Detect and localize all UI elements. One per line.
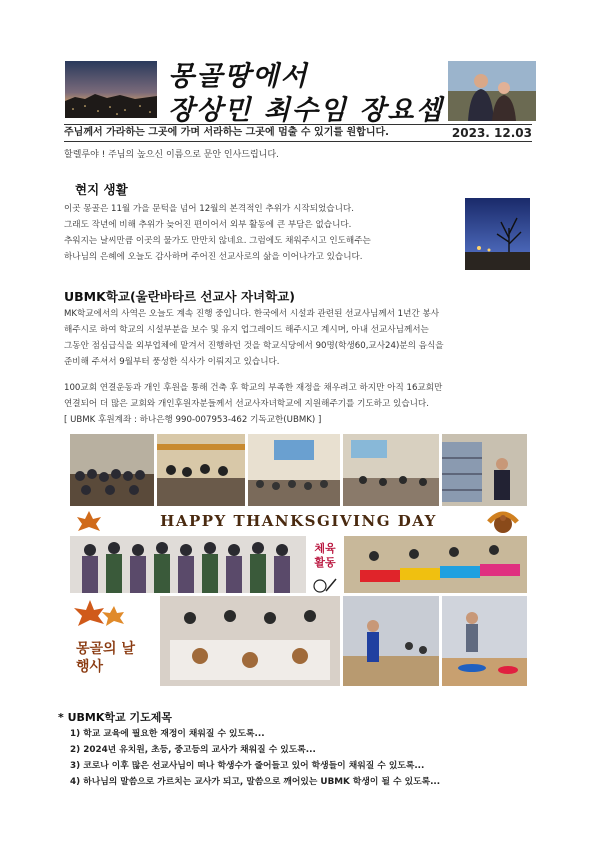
maple-leaves-icon xyxy=(70,596,130,636)
winter-street-photo xyxy=(465,198,530,270)
text-line: MK학교에서의 사역은 오늘도 계속 진행 중입니다. 한국에서 시설과 관련된 선교사님께서 1년간 봉사 xyxy=(64,309,440,319)
hall-photo xyxy=(248,434,340,506)
motto-bar xyxy=(64,124,532,142)
banner-text: HAPPY THANKSGIVING DAY xyxy=(160,512,437,530)
sports-equipment-icon xyxy=(312,577,338,593)
text-line: 하나님의 은혜에 오늘도 감사하며 주어진 선교사로의 삶을 이어나가고 있습니다. xyxy=(64,252,363,262)
text-line: 그동안 점심급식을 외부업체에 맡겨서 진행하던 것을 학교식당에서 90명(학생60,교사24)분의 음식을 xyxy=(64,341,444,351)
mongol-day-text: 몽골의 날 행사 xyxy=(76,641,135,675)
sports-activity-photo xyxy=(344,536,527,593)
prayer-item: 4) 하나님의 말씀으로 가르치는 교사가 되고, 말씀으로 깨어있는 UBMK 학생이 될 수 있도록... xyxy=(70,777,441,787)
text-line: 이곳 몽골은 11월 가을 문턱을 넘어 12월의 본격적인 추위가 시작되었습니다. xyxy=(64,204,354,214)
turkey-icon xyxy=(483,508,523,534)
cooking-photo xyxy=(160,596,340,686)
title-line-2: 장상민 최수임 장요셉 xyxy=(168,95,444,126)
prayer-heading: * UBMK학교 기도제목 xyxy=(58,711,172,724)
text-line: 연결되어 더 많은 교회와 개인후원자분들께서 선교사자녀학교에 지원해주기를 기도하고 있습니다. xyxy=(64,399,429,409)
sports-label xyxy=(308,536,342,593)
mongol-day-label xyxy=(70,596,158,686)
gym-photo xyxy=(343,596,439,686)
account-info: [ UBMK 후원계좌 : 하나은행 990-007953-462 기독교한(UBMK) ] xyxy=(64,415,322,425)
prayer-item: 1) 학교 교육에 필요한 재정이 채워질 수 있도록... xyxy=(70,729,265,739)
dining-photo xyxy=(157,434,245,506)
issue-date: 2023. 12.03 xyxy=(451,126,532,140)
text-line: 추워지는 날씨만큼 이곳의 물가도 만만치 않네요. 그럼에도 채워주시고 인도해주는 xyxy=(64,236,371,246)
city-night-photo xyxy=(65,61,157,118)
classroom-photo xyxy=(343,434,439,506)
thanksgiving-banner xyxy=(70,508,527,534)
students-group-photo xyxy=(70,536,306,593)
section-heading-ubmk: UBMK학교(울란바타르 선교사 자녀학교) xyxy=(64,289,295,304)
title-line-1: 몽골땅에서 xyxy=(168,61,309,92)
greeting: 할렐루야 ! 주님의 높으신 이름으로 문안 인사드립니다. xyxy=(64,150,279,160)
group-photo xyxy=(70,434,154,506)
sports-label-text: 체육 활동 xyxy=(314,542,336,569)
photo-collage xyxy=(70,434,527,689)
text-line: 준비해 주셔서 9월부터 풍성한 식사가 이뤄지고 있습니다. xyxy=(64,357,280,367)
motto-text: 주님께서 가라하는 그곳에 가며 서라하는 그곳에 멈출 수 있기를 원합니다. xyxy=(64,127,389,138)
prayer-item: 2) 2024년 유치원, 초등, 중고등의 교사가 채워질 수 있도록... xyxy=(70,745,316,755)
text-line: 그래도 작년에 비해 추위가 늦어진 편이어서 외부 활동에 큰 부담은 없습니다. xyxy=(64,220,352,230)
section-heading-local-life: 현지 생활 xyxy=(75,182,128,197)
text-line: 해주시로 하여 학교의 시설부분을 보수 및 유지 업그레이드 해주시고 계시며, 아내 선교사님께서는 xyxy=(64,325,429,335)
text-line: 100교회 연결운동과 개인 후원을 통해 건축 후 학교의 부족한 재정을 채우려고 하지만 아직 16교회만 xyxy=(64,383,443,393)
family-photo xyxy=(448,61,536,121)
balance-game-photo xyxy=(442,596,527,686)
library-photo xyxy=(442,434,527,506)
prayer-item: 3) 코로나 이후 많은 선교사님이 떠나 학생수가 줄어들고 있어 학생들이 채워질 수 있도록... xyxy=(70,761,425,771)
